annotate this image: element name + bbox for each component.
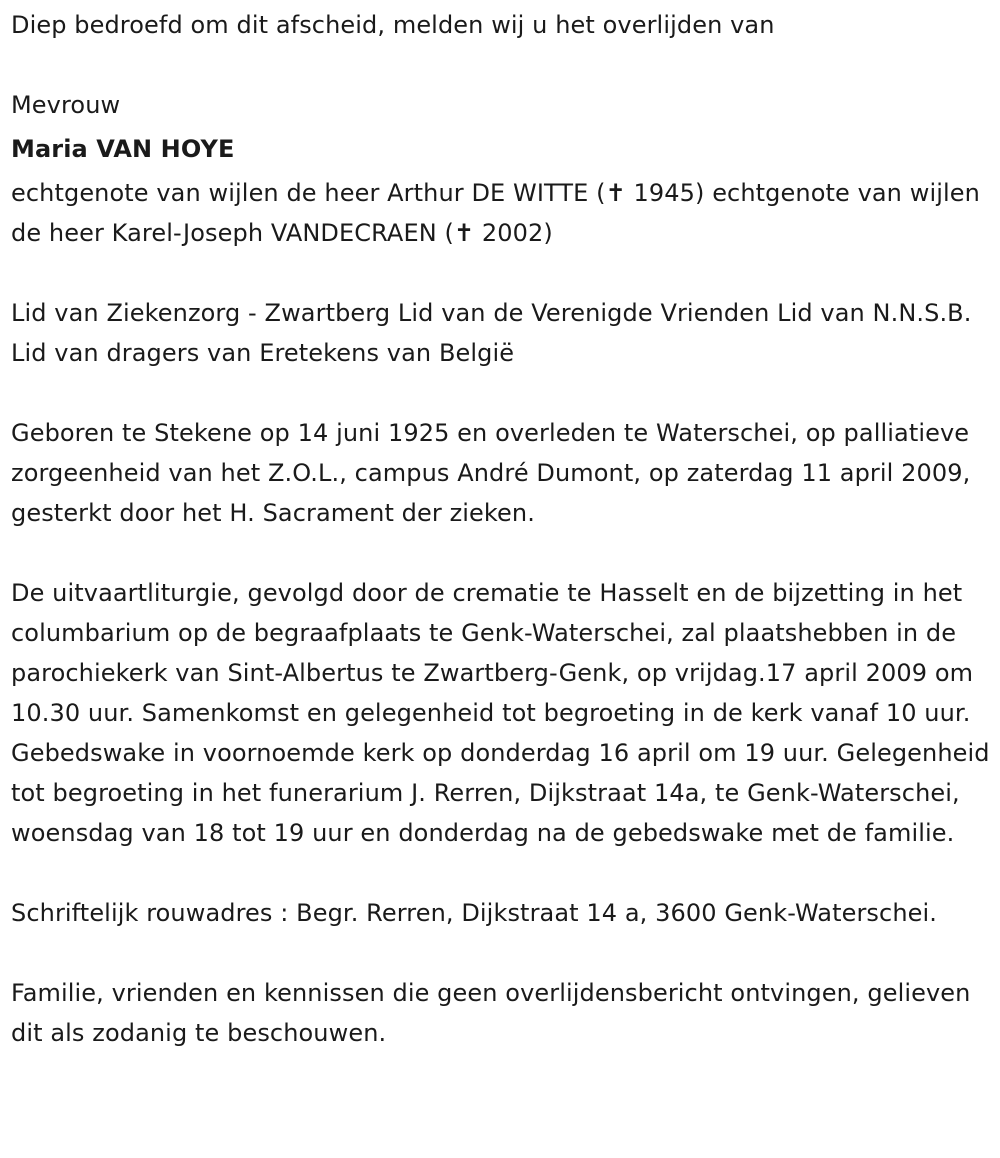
spacer [11,533,996,573]
closing-text: Familie, vrienden en kennissen die geen overlijdensbericht ontvingen, gelieven dit als zodanig te beschouwen. [11,979,971,1047]
spacer [11,853,996,893]
spacer [11,373,996,413]
spacer [11,933,996,973]
deceased-name: Maria VAN HOYE [11,135,235,163]
memberships-text: Lid van Ziekenzorg - Zwartberg Lid van de Verenigde Vrienden Lid van N.N.S.B. Lid van dragers van Eretekens van België [11,299,972,367]
spacer [11,45,996,85]
title-text: Mevrouw [11,91,121,119]
obituary-notice [11,5,996,1053]
funeral-text: De uitvaartliturgie, gevolgd door de crematie te Hasselt en de bijzetting in het columbarium op de begraafplaats te Genk-Waterschei, zal plaatshebben in de parochiekerk van Sint-Albertus te Zwartberg-Genk, op vrijdag.17 april 2009 om 10.30 uur. Samenkomst en gelegenheid tot begroeting in de kerk vanaf 10 uur. Gebedswake in voornoemde kerk op donderdag 16 april om 19 uur. Gelegenheid tot begroeting in het funerarium J. Rerren, Dijkstraat 14a, te Genk-Waterschei, woensdag van 18 tot 19 uur en donderdag na de gebedswake met de familie. [11,579,990,847]
birth-death-text: Geboren te Stekene op 14 juni 1925 en overleden te Waterschei, op palliatieve zorgeenheid van het Z.O.L., campus André Dumont, op zaterdag 11 april 2009, gesterkt door het H. Sacrament der zieken. [11,419,971,527]
address-text: Schriftelijk rouwadres : Begr. Rerren, Dijkstraat 14 a, 3600 Genk-Waterschei. [11,899,938,927]
spacer [11,253,996,293]
intro-text: Diep bedroefd om dit afscheid, melden wij u het overlijden van [11,11,775,39]
spouses-text: echtgenote van wijlen de heer Arthur DE WITTE (✝ 1945) echtgenote van wijlen de heer Karel-Joseph VANDECRAEN (✝ 2002) [11,179,980,247]
